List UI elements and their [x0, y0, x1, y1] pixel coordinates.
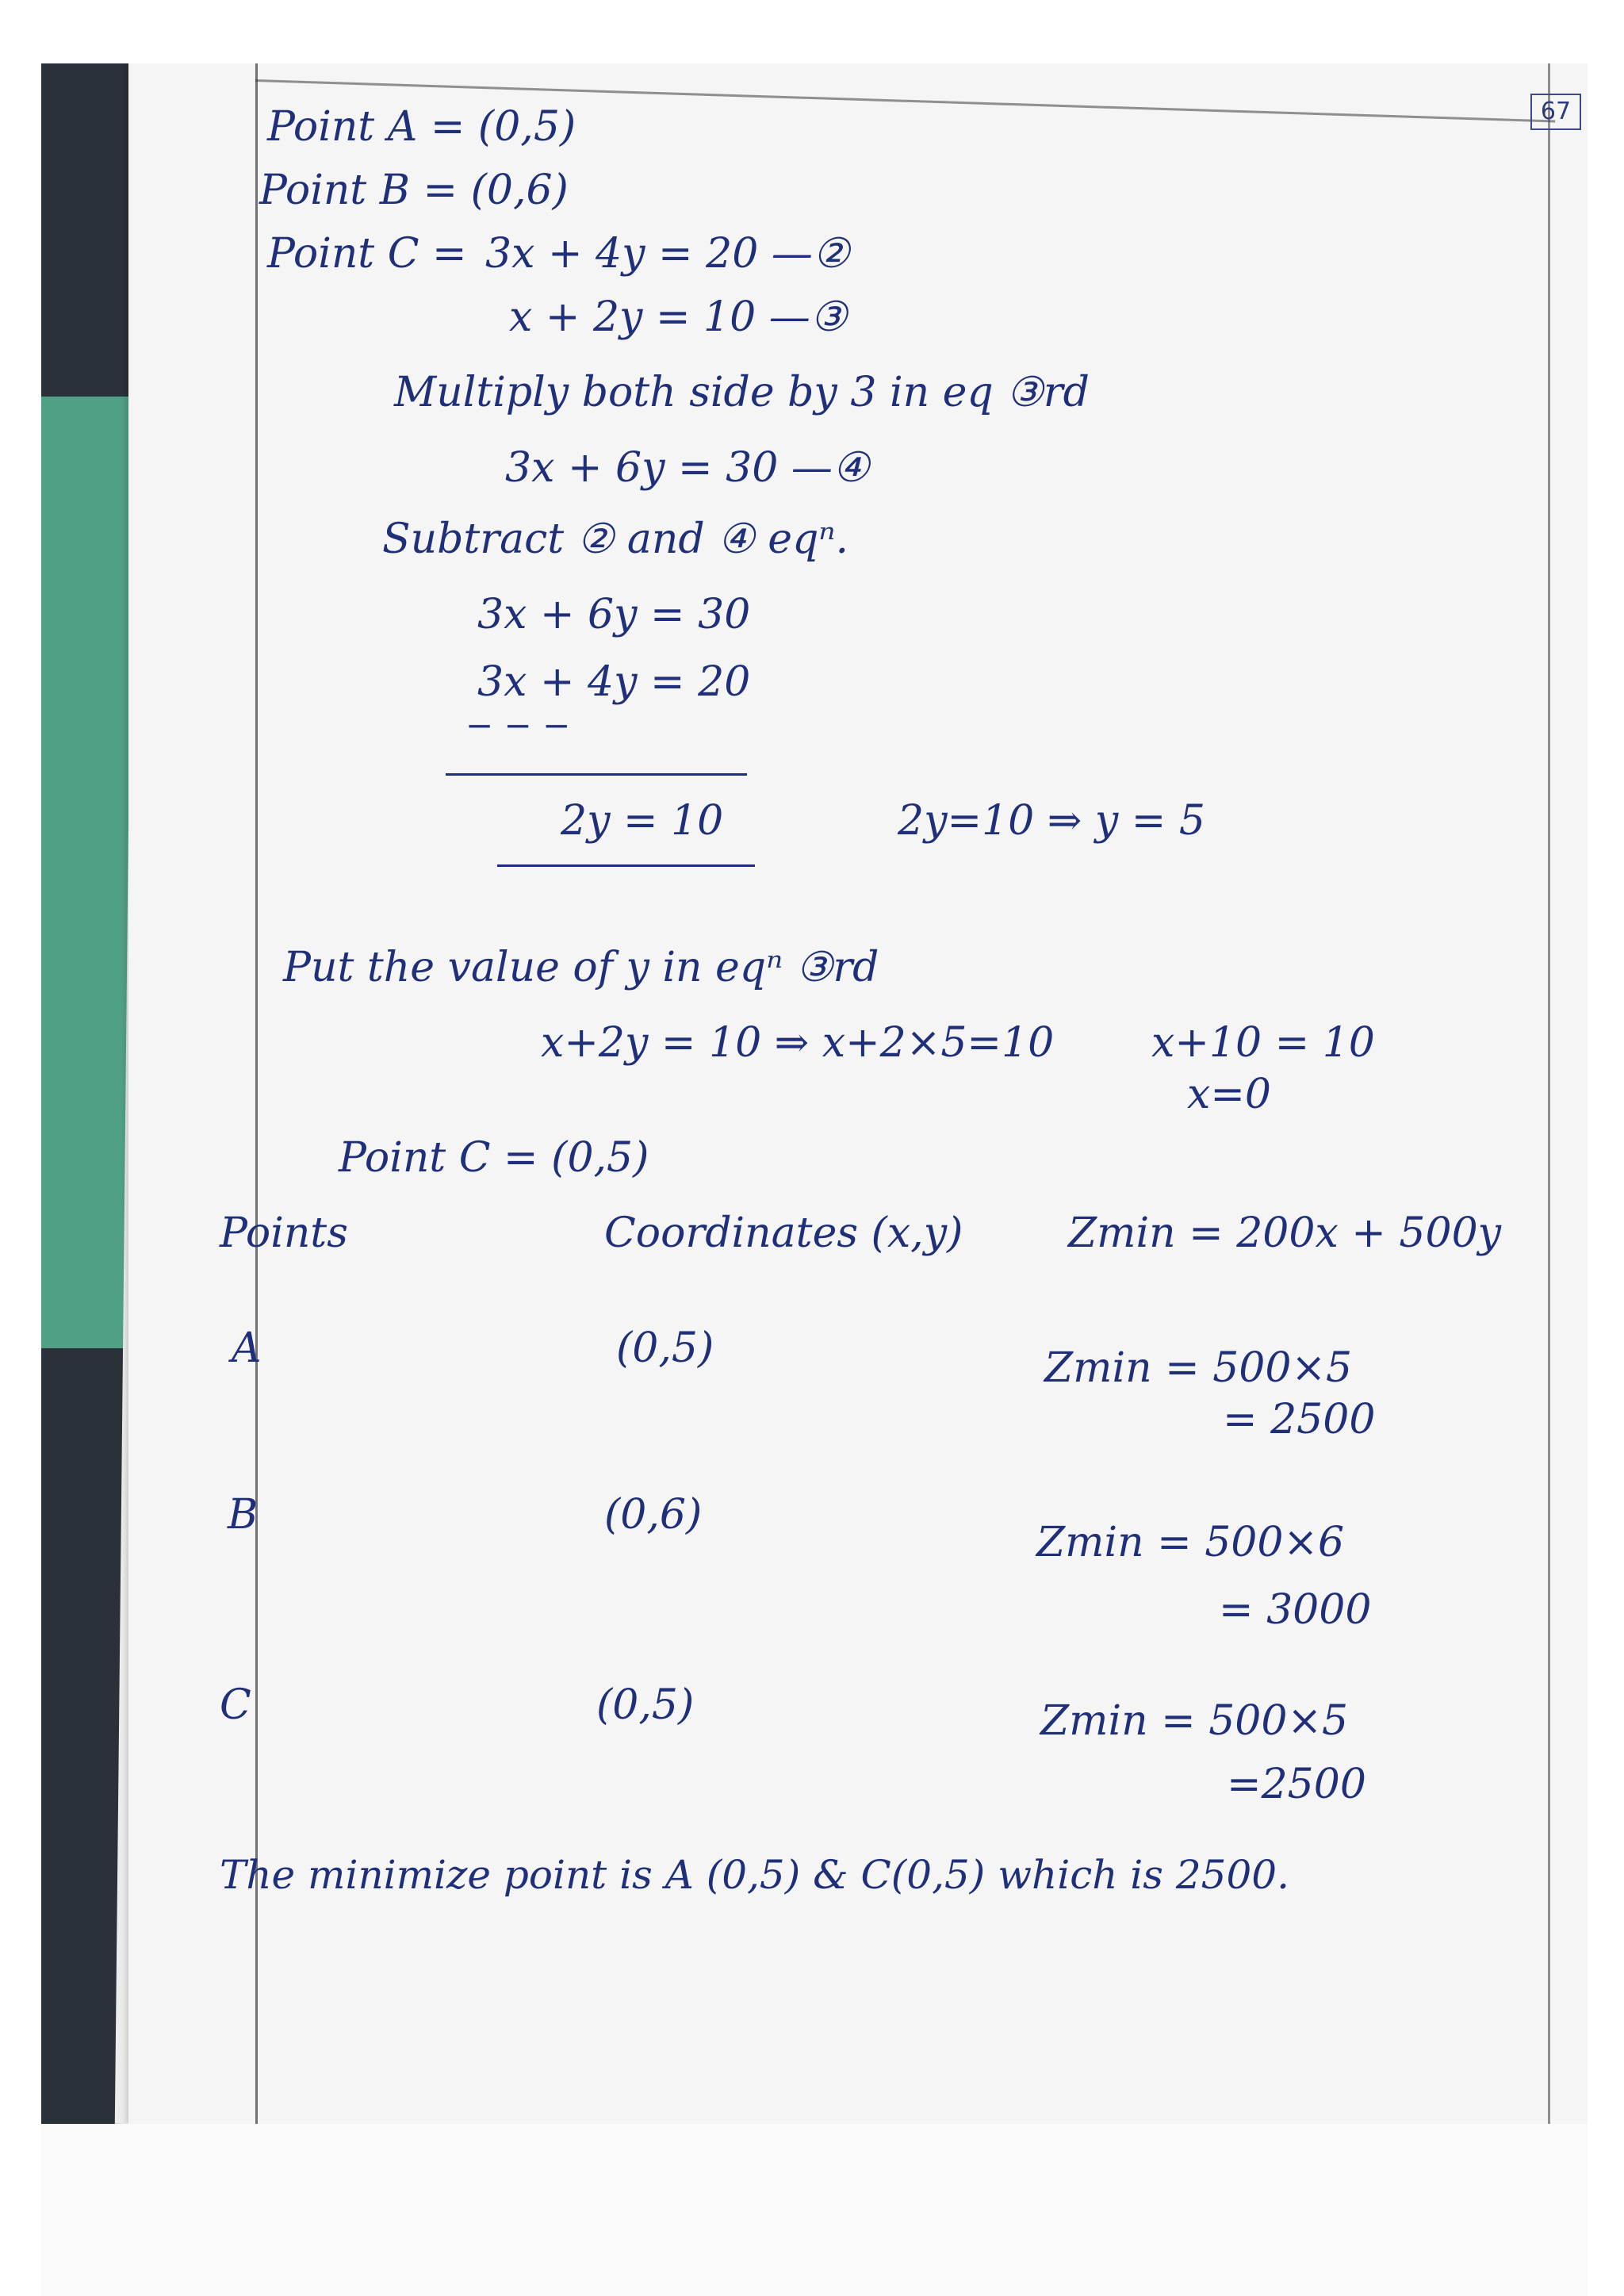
put-work-2: x+10 = 10 — [1151, 1019, 1375, 1067]
table-header-coordinates: Coordinates (x,y) — [604, 1209, 963, 1257]
row-b-result: = 3000 — [1219, 1586, 1372, 1634]
table-header-points: Points — [220, 1209, 348, 1257]
put-work-1: x+2y = 10 ⇒ x+2×5=10 — [541, 1019, 1055, 1067]
equation-4: 3x + 6y = 30 —④ — [505, 444, 870, 492]
subtract-rule-top — [446, 773, 747, 776]
margin-line — [255, 63, 258, 2124]
subtract-top: 3x + 6y = 30 — [477, 591, 751, 638]
line-multiply: Multiply both side by 3 in eq ③rd — [394, 369, 1090, 416]
subtract-side-note: 2y=10 ⇒ y = 5 — [898, 797, 1205, 845]
row-c-calc: Zmin = 500×5 — [1040, 1697, 1349, 1745]
row-c-coords: (0,5) — [596, 1681, 695, 1729]
table-header-zmin: Zmin = 200x + 500y — [1068, 1209, 1502, 1257]
equation-2: 3x + 4y = 20 —② — [485, 230, 850, 278]
row-a-coords: (0,5) — [616, 1324, 714, 1372]
row-b-coords: (0,6) — [604, 1491, 703, 1539]
put-work-3: x=0 — [1187, 1071, 1271, 1118]
line-put-value: Put the value of y in eqⁿ ③rd — [283, 944, 879, 991]
line-point-b: Point B = (0,6) — [259, 167, 569, 214]
page-number: 67 — [1530, 94, 1581, 130]
line-subtract: Subtract ② and ④ eqⁿ. — [382, 516, 848, 563]
row-a-point: A — [232, 1324, 262, 1372]
subtract-rule-bottom — [497, 864, 755, 867]
line-point-a: Point A = (0,5) — [267, 103, 576, 151]
conclusion-line: The minimize point is A (0,5) & C(0,5) which is 2500. — [220, 1852, 1289, 1898]
row-c-point: C — [220, 1681, 251, 1729]
equation-3: x + 2y = 10 —③ — [509, 293, 848, 341]
subtract-middle: 3x + 4y = 20 — [477, 658, 751, 706]
photo-background — [41, 63, 1588, 2124]
subtract-signs: − − − — [465, 706, 571, 745]
notebook-page — [128, 63, 1588, 2124]
point-c-result: Point C = (0,5) — [339, 1134, 649, 1182]
line-point-c-label: Point C = — [267, 230, 467, 278]
row-b-point: B — [228, 1491, 259, 1539]
row-b-calc: Zmin = 500×6 — [1036, 1519, 1345, 1566]
right-margin-line — [1548, 63, 1550, 2124]
blank-footer — [41, 2124, 1588, 2296]
row-c-result: =2500 — [1227, 1761, 1366, 1808]
subtract-result: 2y = 10 — [561, 797, 724, 845]
row-a-result: = 2500 — [1223, 1396, 1376, 1443]
row-a-calc: Zmin = 500×5 — [1044, 1344, 1353, 1392]
